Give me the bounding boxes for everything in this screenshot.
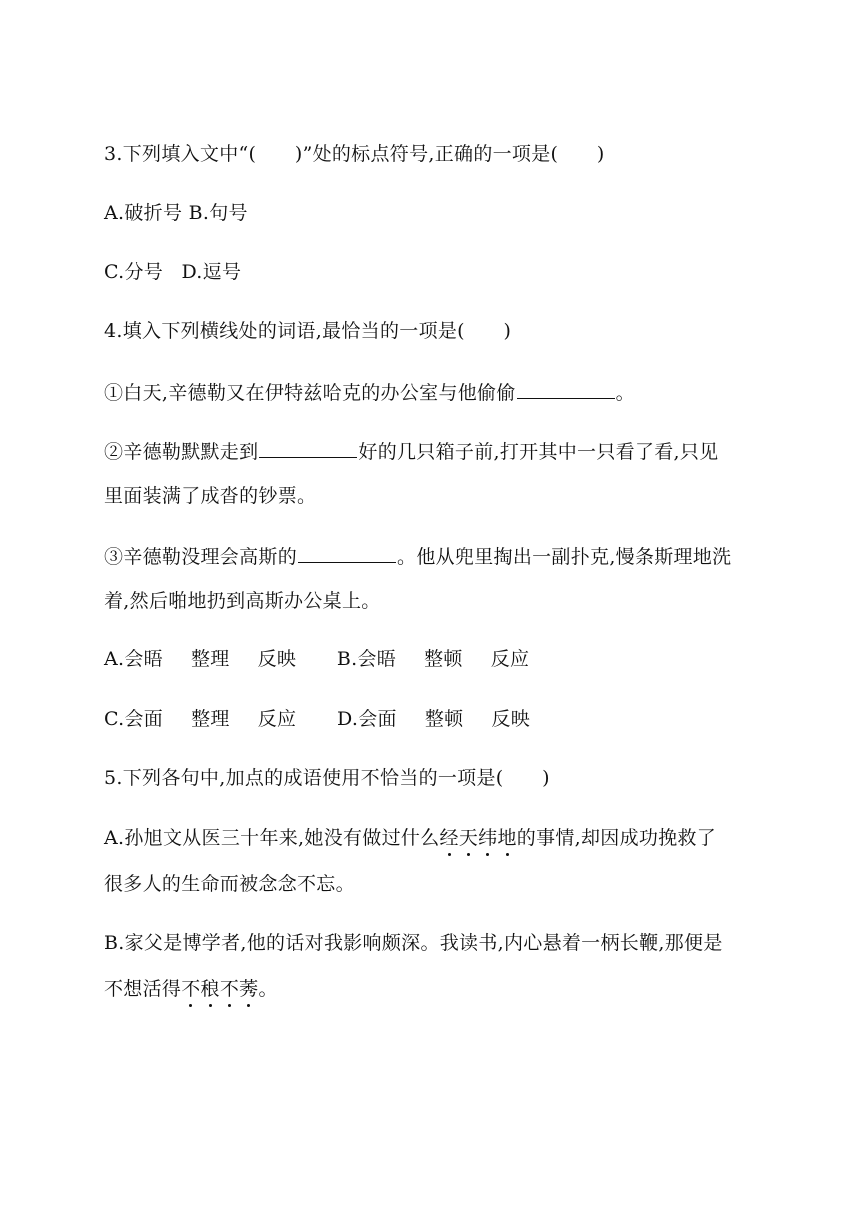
q3-option-c: C.分号	[104, 261, 164, 283]
q4-sentence-1	[104, 380, 635, 405]
dotted-char: 莠	[239, 978, 259, 1000]
q3-option-a: A.破折号	[104, 202, 183, 224]
q4-s1-text: ①白天,辛德勒又在伊特兹哈克的办公室与他偷偷	[104, 382, 516, 404]
q4-c-word3: 反应	[257, 708, 297, 730]
q5-b-text: 不想活得	[104, 978, 182, 1000]
dotted-char: 不	[181, 978, 201, 1000]
q4-sentence-2	[104, 439, 719, 464]
q4-s1-end: 。	[615, 382, 635, 404]
q4-options-row2	[104, 707, 530, 731]
q5-option-a	[104, 826, 716, 850]
q4-sentence-3	[104, 544, 731, 569]
q5-a-text-after: 的事情,却因成功挽救了	[516, 827, 717, 849]
q4-blank-3	[298, 544, 396, 563]
q4-b-word3: 反应	[490, 648, 530, 670]
q4-blank-2	[259, 439, 357, 458]
q4-c-word2: 整理	[191, 708, 230, 730]
q4-d-word3: 反映	[491, 708, 531, 730]
q4-s3-text: ③辛德勒没理会高斯的	[104, 546, 298, 568]
q4-d-word2: 整顿	[424, 708, 464, 730]
dotted-char: 经	[439, 827, 459, 849]
q3-options-row1	[104, 201, 248, 225]
q5-stem: 5.下列各句中,加点的成语使用不恰当的一项是( )	[104, 767, 550, 789]
q5-a-text: A.孙旭文从医三十年来,她没有做过什么	[104, 827, 440, 849]
q4-options-row1	[104, 647, 529, 671]
q4-s2-text-after: 好的几只箱子前,打开其中一只看了看,只见	[358, 441, 719, 463]
q4-sentence-2-line2: 里面装满了成沓的钞票。	[104, 485, 317, 507]
q4-option-c	[104, 708, 303, 730]
q4-sentence-3-line2: 着,然后啪地扔到高斯办公桌上。	[104, 590, 381, 612]
dotted-char: 纬	[478, 827, 498, 849]
q5-option-a-line2: 很多人的生命而被念念不忘。	[104, 873, 355, 895]
dotted-char: 稂	[200, 978, 220, 1000]
q4-c-word1: C.会面	[104, 708, 164, 730]
q4-s3-text-after: 。他从兜里掏出一副扑克,慢条斯理地洗	[397, 546, 732, 568]
dotted-char: 天	[458, 827, 479, 849]
q4-a-word1: A.会晤	[104, 648, 163, 670]
dotted-char: 地	[497, 827, 517, 849]
q4-a-word2: 整理	[190, 648, 230, 670]
q5-b-end: 。	[258, 978, 278, 1000]
q3-options-row2	[104, 260, 241, 284]
q5-b-idiom	[181, 978, 258, 1000]
q4-s2-text: ②辛德勒默默走到	[104, 441, 259, 463]
dotted-char: 不	[219, 978, 240, 1000]
q3-option-b: B.句号	[188, 202, 248, 224]
q4-a-word3: 反映	[257, 648, 297, 670]
q4-d-word1: D.会面	[337, 708, 397, 730]
q4-option-a	[104, 648, 303, 670]
q3-option-d: D.逗号	[181, 261, 242, 283]
q4-option-b	[337, 648, 529, 670]
q4-b-word2: 整顿	[424, 648, 463, 670]
q3-stem: 3.下列填入文中“( )”处的标点符号,正确的一项是( )	[104, 143, 605, 165]
q5-option-b-line2	[104, 977, 278, 1001]
q5-a-idiom	[440, 827, 517, 849]
q4-stem: 4.填入下列横线处的词语,最恰当的一项是( )	[104, 320, 512, 342]
q5-option-b: B.家父是博学者,他的话对我影响颇深。我读书,内心悬着一柄长鞭,那便是	[104, 932, 723, 954]
q4-b-word1: B.会晤	[336, 648, 397, 670]
q4-blank-1	[517, 380, 615, 399]
q4-option-d	[337, 708, 530, 730]
